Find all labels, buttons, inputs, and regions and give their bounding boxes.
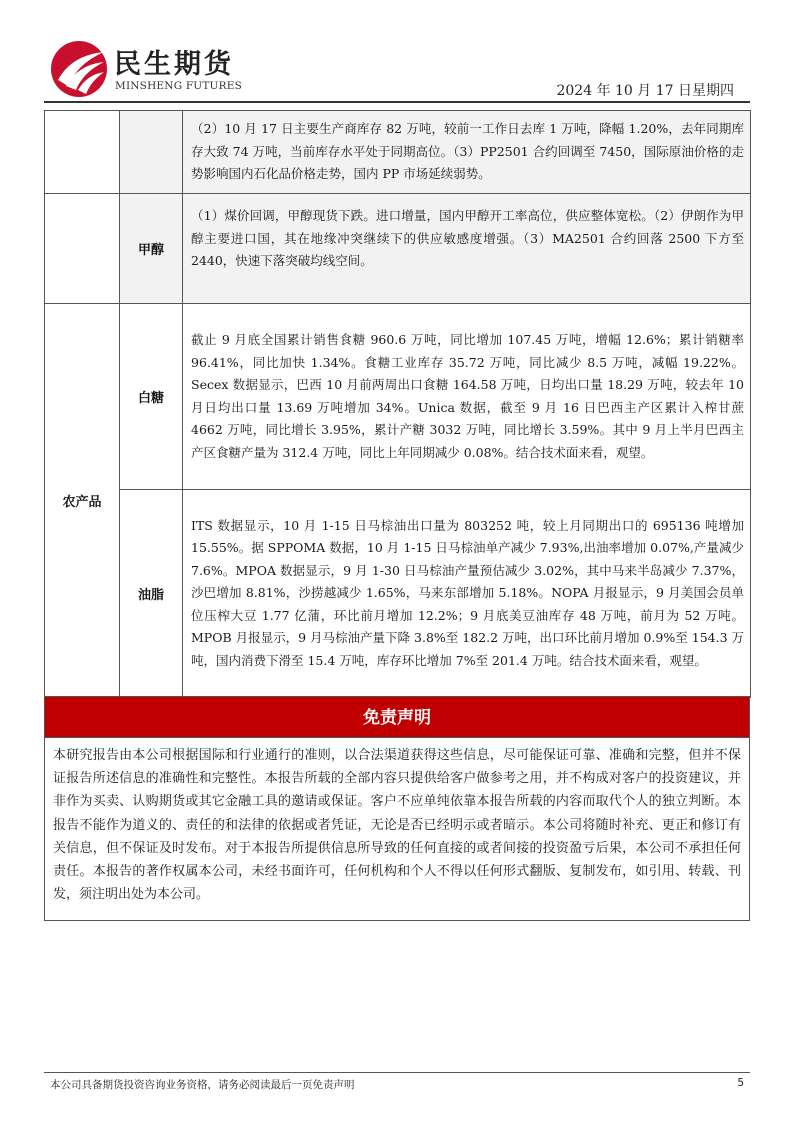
oil-text-cell bbox=[183, 490, 751, 698]
disclaimer-body: 本研究报告由本公司根据国际和行业通行的准则，以合法渠道获得这些信息，尽可能保证可靠、准确和完整，但并不保证报告所述信息的准确性和完整性。本报告所载的全部内容只提供给客户做参考之用，并不构成对客户的投资建议，并非作为买卖、认购期货或其它金融工具的邀请或保证。客户不应单纯依靠本报告所载的内容而取代个人的独立判断。本报告不能作为道义的、责任的和法律的依据或者凭证，无论是否已经明示或者暗示。本公司将随时补充、更正和修订有关信息，但不保证及时发布。对于本报告所提供信息所导致的任何直接的或者间接的投资盈亏后果，本公司不承担任何责任。本报告的著作权属本公司，未经书面许可，任何机构和个人不得以任何形式翻版、复制发布，如引用、转载、刊发，须注明出处为本公司。 bbox=[44, 738, 750, 921]
table-row bbox=[45, 111, 751, 194]
subcategory-cell-pp bbox=[120, 111, 183, 194]
category-agri: 农产品 bbox=[45, 304, 120, 698]
page-header bbox=[0, 0, 794, 104]
table-row bbox=[45, 490, 751, 698]
footer-note: 本公司具备期货投资咨询业务资格，请务必阅读最后一页免责声明 bbox=[50, 1079, 355, 1091]
subcategory-sugar: 白糖 bbox=[120, 304, 183, 490]
report-date: 2024 年 10 月 17 日星期四 bbox=[556, 83, 734, 99]
pp-text-cell bbox=[183, 111, 751, 194]
oil-text: ITS 数据显示，10 月 1-15 日马棕油出口量为 803252 吨，较上月同期出口的 695136 吨增加 15.55%。据 SPPOMA 数据，10 月 1-15 日马棕油单产减少 7.93%,出油率增加 0.07%,产量减少 7.6%。MPOA 数据显示，9 月 1-30 日马棕油产量预估减少 3.02%，其中马来半岛减少 7.37%，沙巴增加 8.81%，沙捞越减少 1.65%，马来东部增加 5.18%。NOPA 月报显示，9 月美国会员单位压榨大豆 1.77 亿蒲，环比前月增加 12.2%；9 月底美豆油库存 48 万吨，前月为 52 万吨。MPOB 月报显示，9 月马棕油产量下降 3.8%至 182.2 万吨，出口环比前月增加 0.9%至 154.3 万吨，国内消费下滑至 15.4 万吨，库存环比增加 7%至 201.4 万吨。结合技术面来看，观望。 bbox=[191, 517, 744, 668]
subcategory-oil: 油脂 bbox=[120, 490, 183, 698]
methanol-text-cell bbox=[183, 194, 751, 304]
sugar-text: 截止 9 月底全国累计销售食糖 960.6 万吨，同比增加 107.45 万吨，增幅 12.6%；累计销糖率 96.41%，同比加快 1.34%。食糖工业库存 35.72 万吨，同比减少 8.5 万吨，减幅 19.22%。Secex 数据显示，巴西 10 月前两周出口食糖 164.58 万吨，日均出口量 18.29 万吨，较去年 10 月日均出口量 13.69 万吨增加 34%。Unica 数据，截至 9 月 16 日巴西主产区累计入榨甘蔗 4662 万吨，同比增长 3.95%，累计产糖 3032 万吨，同比增长 3.59%。其中 9 月上半月巴西主产区食糖产量为 312.4 万吨，同比上年同期减少 0.08%。结合技术面来看，观望。 bbox=[191, 332, 744, 460]
category-cell-chem bbox=[45, 111, 120, 194]
brand-name-cn: 民生期货 bbox=[114, 49, 234, 80]
minsheng-logo-icon bbox=[50, 40, 108, 98]
footer-divider bbox=[44, 1072, 750, 1073]
disclaimer-title: 免责声明 bbox=[44, 696, 750, 738]
table-row bbox=[45, 194, 751, 304]
header-divider bbox=[44, 101, 750, 103]
subcategory-methanol: 甲醇 bbox=[120, 194, 183, 304]
methanol-text: （1）煤价回调，甲醇现货下跌。进口增量，国内甲醇开工率高位，供应整体宽松。（2）伊朗作为甲醇主要进口国，其在地缘冲突继续下的供应敏感度增强。（3）MA2501 合约回落 2500 下方至 2440，快速下落突破均线空间。 bbox=[191, 208, 744, 269]
sugar-text-cell bbox=[183, 304, 751, 490]
commodity-table bbox=[44, 110, 751, 698]
brand-name-en: MINSHENG FUTURES bbox=[115, 80, 242, 92]
category-cell-chem-continued bbox=[45, 194, 120, 304]
table-row bbox=[45, 304, 751, 490]
pp-text: （2）10 月 17 日主要生产商库存 82 万吨，较前一工作日去库 1 万吨，降幅 1.20%，去年同期库存大致 74 万吨，当前库存水平处于同期高位。（3）PP2501 合约回调至 7450，国际原油价格的走势影响国内石化品价格走势，国内 PP 市场延续弱势。 bbox=[191, 121, 744, 182]
page-number: 5 bbox=[737, 1077, 744, 1089]
